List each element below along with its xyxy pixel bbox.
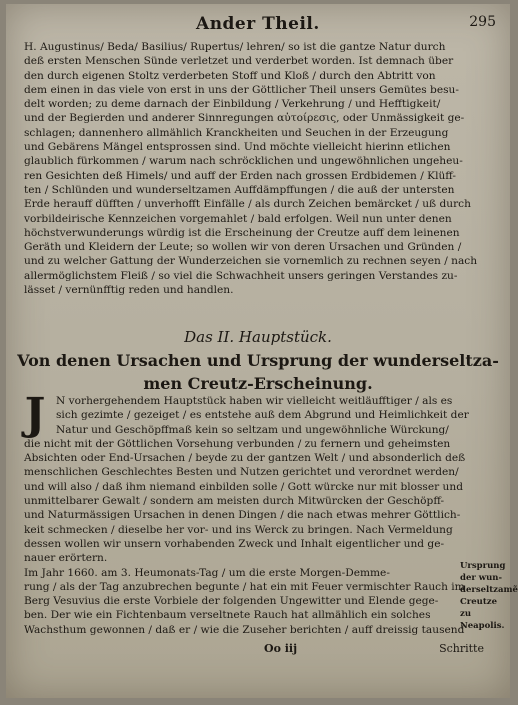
text-line: rung / als der Tag anzubrechen begunte / hat ein mit Feuer vermischter Rauch im xyxy=(24,580,465,593)
text-line: ren Gesichten deß Himels/ und auff der Erden nach grossen Erdbidemen / Klüff- xyxy=(24,169,457,182)
drop-cap: J xyxy=(24,389,46,440)
text-line: und will also / daß ihm niemand einbilden solle / Gott würcke nur mit blosser und xyxy=(24,480,463,493)
text-line: den durch eigenen Stoltz verderbeten Stoff und Kloß / durch den Abtritt von xyxy=(24,69,436,82)
chapter-title-line: Von denen Ursachen und Ursprung der wunderseltza- xyxy=(17,351,499,370)
text-line: ten / Schlünden und wunderseltzamen Auffdämpffungen / die auß der untersten xyxy=(24,183,455,196)
text-line: Berg Vesuvius die erste Vorbiele der folgenden Ungewitter und Elende gege- xyxy=(24,595,439,608)
text-line: Natur und Geschöpffmaß kein so seltzam und ungewöhnliche Würckung/ xyxy=(56,423,449,436)
text-line: N vorhergehendem Hauptstück haben wir vielleicht weitläufftiger / als es xyxy=(56,395,453,407)
chapter-label: Das II. Hauptstück. xyxy=(184,328,332,346)
text-line: Im Jahr 1660. am 3. Heumonats-Tag / um die erste Morgen-Demme- xyxy=(24,566,390,579)
text-line: menschlichen Geschlechtes Besten und Nutzen gerichtet und verordnet werden/ xyxy=(24,466,459,479)
margin-note-line: Ursprung xyxy=(460,561,506,571)
text-line: deß ersten Menschen Sünde verletzet und verderbet worden. Ist demnach über xyxy=(24,55,454,68)
page-number: 295 xyxy=(469,14,496,30)
margin-note-line: Creutze zu xyxy=(460,597,497,619)
signature-mark: Oo iij xyxy=(264,642,298,655)
text-line: und Gebärens Mängel entsprossen sind. Und möchte vielleicht hierinn etlichen xyxy=(24,141,451,154)
text-line: delt worden; zu deme darnach der Einbildung / Verkehrung / und Hefftigkeit/ xyxy=(24,98,441,111)
chapter-title-line: men Creutz-Erscheinung. xyxy=(143,374,373,393)
text-line: Absichten oder End-Ursachen / beyde zu der gantzen Welt / und absonderlich deß xyxy=(24,452,466,465)
text-line: die nicht mit der Göttlichen Vorsehung verbunden / zu fernern und geheimsten xyxy=(24,437,451,450)
chapter-title xyxy=(6,349,510,395)
text-line: und Naturmässigen Ursachen in denen Dingen / die nach etwas mehrer Göttlich- xyxy=(24,509,461,522)
text-line: und der Begierden und anderer Sinnregungen αὐτοίρεσις, oder Unmässigkeit ge- xyxy=(24,112,465,125)
margin-note-line: derseltzamẽ xyxy=(460,585,518,595)
text-line: H. Augustinus/ Beda/ Basilius/ Rupertus/ lehren/ so ist die gantze Natur durch xyxy=(24,41,446,53)
margin-note-line: der wun- xyxy=(460,573,502,583)
book-page xyxy=(6,4,518,698)
text-line: allermöglichstem Fleiß / so viel die Schwachheit unsers geringen Verstandes zu- xyxy=(24,269,458,282)
running-title: Ander Theil. xyxy=(196,14,320,34)
catchword: Schritte xyxy=(439,642,484,655)
text-line: lässet / vernünfftig reden und handlen. xyxy=(24,284,234,297)
chapter-body xyxy=(24,394,470,637)
text-line: Geräth und Kleidern der Leute; so wollen wir von deren Ursachen und Gründen / xyxy=(24,241,462,254)
text-line: ben. Der wie ein Fichtenbaum verseltnete Rauch hat allmählich ein solches xyxy=(24,609,431,622)
text-line: glaublich fürkommen / warum nach schröcklichen und ungewöhnlichen ungeheu- xyxy=(24,155,463,168)
text-line: keit schmecken / dieselbe her vor- und ins Werck zu bringen. Nach Vermeldung xyxy=(24,523,453,536)
text-line: nauer erörtern. xyxy=(24,552,108,565)
text-line: dem einen in das viele von erst in uns der Göttlicher Theil unsers Gemütes besu- xyxy=(24,83,459,96)
page-footer xyxy=(6,642,510,658)
text-line: höchstverwunderungs würdig ist die Erscheinung der Creutze auff dem leinenen xyxy=(24,226,460,239)
text-line: Erde herauff düfften / unverhofft Einfälle / als durch Zeichen bemärcket / uß durch xyxy=(24,198,471,211)
text-line: schlagen; dannenhero allmählich Kranckheiten und Seuchen in der Erzeugung xyxy=(24,126,449,139)
margin-note xyxy=(460,560,518,632)
text-line: vorbildeirische Kennzeichen vorgemahlet / bald erfolgen. Weil nun unter denen xyxy=(24,212,452,225)
text-line: unmittelbarer Gewalt / sondern am meisten durch Mitwürcken der Geschöpff- xyxy=(24,495,445,508)
margin-note-line: Neapolis. xyxy=(460,621,505,631)
opening-paragraph xyxy=(24,40,478,297)
text-line: Wachsthum gewonnen / daß er / wie die Zuseher berichten / auff dreissig tausend xyxy=(24,623,465,636)
page-header xyxy=(6,14,510,40)
text-line: dessen wollen wir unsern vorhabenden Zweck und Inhalt eigentlicher und ge- xyxy=(24,537,445,550)
text-line: sich gezimte / gezeiget / es entstehe auß dem Abgrund und Heimlichkeit der xyxy=(56,409,469,422)
text-line: und zu welcher Gattung der Wunderzeichen sie vornemlich zu rechnen seyen / nach xyxy=(24,255,478,268)
